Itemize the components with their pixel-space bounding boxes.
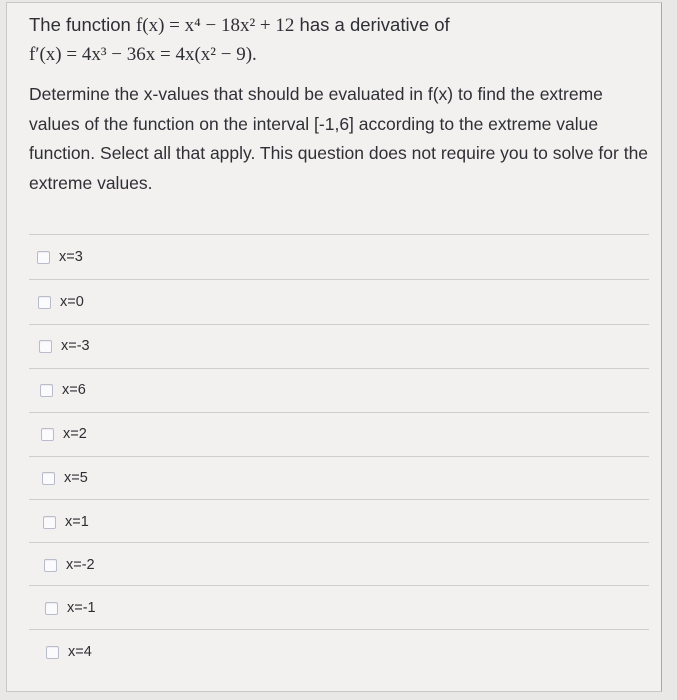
- checkbox[interactable]: [39, 340, 52, 353]
- divider: [29, 412, 649, 413]
- question-text: [29, 11, 649, 69]
- question-suffix: has a derivative of: [294, 14, 450, 35]
- instructions-text: Determine the x-values that should be evaluated in f(x) to find the extreme values of the function on the interval [-1,6] according to the extreme value function. Select all that apply. This question does not require you to solve for the extreme values.: [29, 84, 649, 193]
- question-prefix: The function: [29, 14, 136, 35]
- checkbox[interactable]: [44, 559, 57, 572]
- divider: [29, 499, 649, 500]
- option-label: x=-2: [66, 557, 95, 573]
- divider: [29, 368, 649, 369]
- option-label: x=4: [68, 644, 92, 660]
- checkbox[interactable]: [42, 472, 55, 485]
- option-x-3[interactable]: [37, 244, 83, 270]
- derivative-expression: f′(x) = 4x³ − 36x = 4x(x² − 9).: [29, 44, 257, 65]
- checkbox[interactable]: [46, 646, 59, 659]
- option-x-4[interactable]: [46, 639, 92, 665]
- divider: [29, 279, 649, 280]
- option-label: x=3: [59, 249, 83, 265]
- option-x-2[interactable]: [41, 421, 87, 447]
- checkbox[interactable]: [45, 602, 58, 615]
- divider: [29, 629, 649, 630]
- option-label: x=0: [60, 294, 84, 310]
- option-label: x=-1: [67, 600, 96, 616]
- option-x-0[interactable]: [38, 289, 84, 315]
- divider: [29, 324, 649, 325]
- option-label: x=2: [63, 426, 87, 442]
- question-line-2: [29, 40, 649, 69]
- divider: [29, 234, 649, 235]
- checkbox[interactable]: [38, 296, 51, 309]
- option-x-6[interactable]: [40, 377, 86, 403]
- question-line-1: [29, 11, 649, 40]
- option-x-neg1[interactable]: [45, 595, 96, 621]
- option-x-neg3[interactable]: [39, 333, 90, 359]
- checkbox[interactable]: [37, 251, 50, 264]
- option-x-neg2[interactable]: [44, 552, 95, 578]
- checkbox[interactable]: [41, 428, 54, 441]
- option-label: x=6: [62, 382, 86, 398]
- question-card: [6, 2, 662, 692]
- checkbox[interactable]: [40, 384, 53, 397]
- checkbox[interactable]: [43, 516, 56, 529]
- divider: [29, 542, 649, 543]
- divider: [29, 456, 649, 457]
- option-label: x=1: [65, 514, 89, 530]
- divider: [29, 585, 649, 586]
- function-expression: f(x) = x⁴ − 18x² + 12: [135, 15, 295, 36]
- option-x-1[interactable]: [43, 509, 89, 535]
- option-label: x=-3: [61, 338, 90, 354]
- option-x-5[interactable]: [42, 465, 88, 491]
- option-label: x=5: [64, 470, 88, 486]
